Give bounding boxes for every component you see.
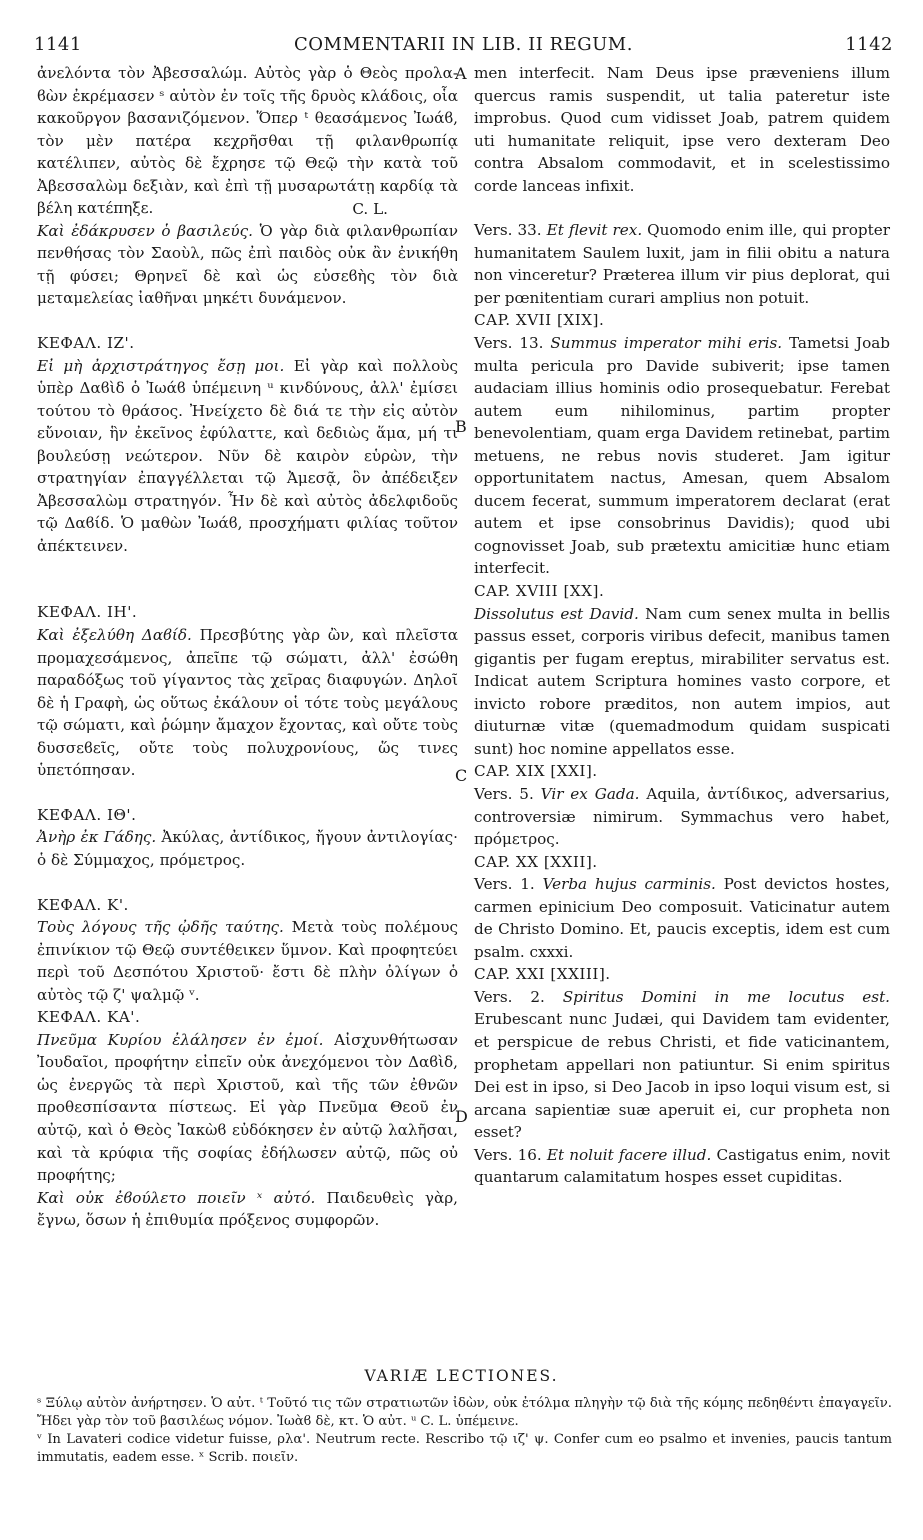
lemma: Et noluit facere illud. (546, 1145, 712, 1164)
lemma: Πνεῦμα Κυρίου ἐλάλησεν ἐν ἐμοί. (37, 1030, 324, 1049)
chapter-heading: CAP. XIX [XXI]. (474, 762, 598, 781)
lemma: Καὶ οὐκ ἐϐούλετο ποιεῖν ˣ αὐτό. (37, 1188, 316, 1207)
latin-paragraph: Vers. 2. Spiritus Domini in me locutus est. Erubescant nunc Judæi, qui Davidem tam evidenter, et perspicue de rebus Christi, et fide vaticinantem, prophetam appellari non patiuntur. Si enim spiritus Dei est in ipso, si Deo Jacob in ipso loqui visum est, si arcana sapientiæ suæ aperuit ei, cur propheta non esset? (474, 987, 891, 1142)
verse-ref: Vers. 2. (474, 987, 545, 1006)
lemma: Vir ex Gada. (540, 784, 640, 803)
lemma: Εἰ μὴ ἀρχιστράτηγος ἔσῃ μοι. (37, 356, 285, 375)
latin-paragraph: men interfecit. Nam Deus ipse præveniens illum quercus ramis suspendit, ut talia pateretur iste improbus. Quod cum vidisset Joab, patrem quidem uti humanitate reliquit, ipse vero dexteram Deo contra Absalom commodavit, et in scelestissimo corde lanceas infixit. (474, 64, 890, 195)
page-number-left: 1141 (34, 34, 82, 55)
margin-letter-c: C (455, 766, 468, 785)
lemma: Dissolutus est David. (474, 604, 639, 623)
greek-column (37, 62, 458, 1232)
page-number-right: 1142 (845, 34, 893, 55)
lemma: Ἀνὴρ ἐκ Γάδης. (37, 828, 157, 847)
footnote-line: ˢ Ξύλῳ αὐτὸν ἀνήρτησεν. Ὁ αὐτ. ᵗ Τοῦτό τις τῶν στρατιωτῶν ἰδὼν, οὐκ ἐτόλμα πληγὴν τῷ διὰ τῆς κόμης πεδηθέντι ἐπαγαγεῖν. Ἤδει γὰρ τὸν τοῦ βασιλέως νόμον. Ἰωὰϐ δὲ, κτ. Ὁ αὐτ. ᵘ C. L. ὑπέμεινε. (37, 1396, 892, 1429)
footnote-line: ᵛ In Lavateri codice videtur fuisse, ρλα'. Neutrum recte. Rescribo τῷ ιζ' ψ. Confer cum eo psalmo et invenies, paucis tantum immutatis, eadem esse. ˣ Scrib. ποιεῖν. (37, 1432, 892, 1465)
running-title: COMMENTARII IN LIB. II REGUM. (294, 34, 633, 55)
margin-letter-a: A (455, 64, 467, 83)
verse-ref: Vers. 5. (474, 784, 534, 803)
lemma: Καὶ ἐδάκρυσεν ὁ βασιλεύς. (37, 221, 253, 240)
latin-paragraph: Vers. 5. Vir ex Gada. Aquila, ἀντίδικος, adversarius, controversiæ nimirum. Symmachus vero habet, πρόμετρος. (474, 784, 890, 849)
chapter-heading: ΚΕΦΑΛ. Κ'. (37, 895, 129, 914)
verse-ref: Vers. 13. (474, 334, 544, 353)
verse-ref: Vers. 1. (474, 875, 535, 894)
lemma: Summus imperator mihi eris. (550, 334, 783, 353)
lemma: Spiritus Domini in me locutus est. (562, 987, 891, 1006)
latin-paragraph: Vers. 16. Et noluit facere illud. Castigatus enim, novit quantarum calamitatum hospes esset cupiditas. (474, 1145, 890, 1187)
chapter-heading: ΚΕΦΑΛ. ΙΗ'. (37, 603, 138, 622)
greek-paragraph: Ἀνὴρ ἐκ Γάδης. Ἀκύλας, ἀντίδικος, ἤγουν ἀντιλογίας· ὁ δὲ Σύμμαχος, πρόμετρος. (37, 828, 458, 869)
latin-paragraph: Vers. 1. Verba hujus carminis. Post devictos hostes, carmen epinicium Deo composuit. Vaticinatur autem de Christo Domino. Et, paucis exceptis, idem est cum psalm. cxxxi. (474, 875, 890, 961)
greek-paragraph: Καὶ οὐκ ἐϐούλετο ποιεῖν ˣ αὐτό. Παιδευθεὶς γὰρ, ἔγνω, ὅσων ἡ ἐπιθυμία πρόξενος συμφορῶν. (37, 1188, 458, 1230)
greek-paragraph: ἀνελόντα τὸν Ἀβεσσαλώμ. Αὐτὸς γὰρ ὁ Θεὸς προλα- ϐὼν ἐκρέμασεν ˢ αὐτὸν ἐν τοῖς τῆς δρυὸς κλάδοις, οἷα κακοῦργον βασανιζόμενον. Ὅπερ ᵗ θεασάμενος Ἰωάϐ, τὸν μὲν πατέρα κεχρῆσθαι τῇ φιλανθρωπίᾳ κατέλιπεν, αὐτὸς δὲ ἔχρησε τῷ Θεῷ τὴν κατὰ τοῦ Ἀβεσσαλὼμ δεξιὰν, καὶ ἐπὶ τῇ μυσαρωτάτῃ καρδίᾳ τὰ βέλη κατέπηξε. (37, 64, 458, 218)
variae-lectiones-title: VARIÆ LECTIONES. (364, 1367, 559, 1385)
lemma: Et flevit rex. (546, 221, 643, 240)
greek-paragraph: Πνεῦμα Κυρίου ἐλάλησεν ἐν ἐμοί. Αἰσχυνθήτωσαν Ἰουδαῖοι, προφήτην εἰπεῖν οὐκ ἀνεχόμενοι τὸν Δαϐὶδ, ὡς ἐνεργῶς τὰ περὶ Χριστοῦ, καὶ τῆς τῶν ἐθνῶν προθεσπίσαντα πίστεως. Εἰ γὰρ Πνεῦμα Θεοῦ ἐν αὐτῷ, καὶ ὁ Θεὸς Ἰακὼϐ εὐδόκησεν ἐν αὐτῷ λαλῆσαι, καὶ τὰ κρύφια τῆς σοφίας ἐδήλωσεν αὐτῷ, πῶς οὐ προφήτης; (37, 1030, 458, 1185)
latin-paragraph: Dissolutus est David. Nam cum senex multa in bellis passus esset, corporis viribus defecit, manibus tamen gigantis per fugam ereptus, mirabiliter servatus est. Indicat autem Scriptura homines vasto corpore, et invicto robore præditos, non autem impios, aut diuturnæ vitæ (quemadmodum quidam suspicati sunt) hoc nomine appellatos esse. (474, 604, 890, 758)
latin-paragraph: Vers. 33. Et flevit rex. Quomodo enim ille, qui propter humanitatem Saulem luxit, jam in filii obitu a natura non vinceretur? Præterea illum vir pius deplorat, qui per pœnitentiam curari amplius non potuit. (474, 221, 890, 307)
chapter-heading: CAP. XVIII [XX]. (474, 582, 605, 601)
latin-column (474, 62, 890, 1189)
greek-paragraph: Καὶ ἐδάκρυσεν ὁ βασιλεύς. Ὁ γὰρ διὰ φιλανθρωπίαν πενθήσας τὸν Σαοὺλ, πῶς ἐπὶ παιδὸς οὐκ ἂν ἐνικήθη τῇ φύσει; Θρηνεῖ δὲ καὶ ὡς εὐσεϐὴς τὸν διὰ μεταμελείας ἰαθῆναι μηκέτι δυνάμενον. (37, 221, 458, 308)
margin-letter-b: B (455, 417, 467, 436)
latin-paragraph: Vers. 13. Summus imperator mihi eris. Tametsi Joab multa pericula pro Davide subiverit; ipse tamen audaciam illius hominis odio prosequebatur. Ferebat autem eum nihilominus, partim propter benevolentiam, quam erga Davidem retinebat, partim metuens, ne rebus novis studeret. Jam igitur opportunitatem nactus, Amesan, quem Absalom ducem fecerat, summum imperatorem declarat (erat autem et ipse consobrinus Davidis); quod ubi cognovisset Joab, sub prætextu amicitiæ hunc etiam interfecit. (474, 334, 891, 578)
variae-lectiones-notes (37, 1395, 892, 1467)
chapter-heading: CAP. XVII [XIX]. (474, 311, 605, 330)
lemma: Verba hujus carminis. (542, 875, 716, 894)
greek-paragraph: Εἰ μὴ ἀρχιστράτηγος ἔσῃ μοι. Εἰ γὰρ καὶ πολλοὺς ὑπὲρ Δαϐὶδ ὁ Ἰωάϐ ὑπέμεινη ᵘ κινδύνους, ἀλλ' ἐμίσει τούτου τὸ θράσος. Ἠνείχετο δὲ διά τε τὴν εἰς αὐτὸν εὔνοιαν, ἣν ἐκεῖνος ἐφύλαττε, καὶ δεδιὼς ἅμα, μή τι βουλεύσῃ νεώτερον. Νῦν δὲ καιρὸν εὑρὼν, τὴν στρατηγίαν ἐπαγγέλλεται τῷ Ἀμεσᾷ, ὃν ἀπέδειξεν Ἀβεσσαλὼμ στρατηγόν. Ἦν δὲ καὶ αὐτὸς ἀδελφιδοῦς τῷ Δαϐίδ. Ὁ μαθὼν Ἰωάϐ, προσχήματι φιλίας τοῦτον ἀπέκτεινεν. (37, 356, 458, 555)
chapter-heading: ΚΕΦΑΛ. ΚΑ'. (37, 1008, 141, 1027)
chapter-heading: CAP. XX [XXII]. (474, 852, 598, 871)
chapter-heading: CAP. XXI [XXIII]. (474, 965, 611, 984)
verse-ref: Vers. 33. (474, 221, 542, 240)
verse-ref: Vers. 16. (474, 1145, 542, 1164)
lemma: Καὶ ἐξελύθη Δαϐίδ. (37, 626, 192, 645)
greek-paragraph: Καὶ ἐξελύθη Δαϐίδ. Πρεσβύτης γὰρ ὢν, καὶ πλεῖστα προμαχεσάμενος, ἀπεῖπε τῷ σώματι, ἀλλ' ἐσώθη παραδόξως τοῦ γίγαντος τὰς χεῖρας διαφυγών. Δηλοῖ δὲ ἡ Γραφὴ, ὡς οὕτως ἐκάλουν οἱ τότε τοὺς μεγάλους τῷ σώματι, καὶ ῥώμην ἄμαχον ἔχοντας, καὶ οὔτε τοὺς δυσσεϐεῖς, οὔτε τοὺς πολυχρονίους, ὥς τινες ὑπετόπησαν. (37, 626, 458, 780)
chapter-heading: ΚΕΦΑΛ. ΙΘ'. (37, 805, 137, 824)
lemma: Τοὺς λόγους τῆς ᾠδῆς ταύτης. (37, 918, 284, 937)
chapter-heading: ΚΕΦΑΛ. ΙΖ'. (37, 334, 135, 353)
margin-letter-d: D (455, 1107, 468, 1126)
signature: C. L. (352, 199, 388, 218)
greek-paragraph: Τοὺς λόγους τῆς ᾠδῆς ταύτης. Μετὰ τοὺς πολέμους ἐπινίκιον τῷ Θεῷ συντέθεικεν ὕμνον. Καὶ προφητεύει περὶ τοῦ Δεσπότου Χριστοῦ· ἔστι δὲ πλὴν ὀλίγων ὁ αὐτὸς τῷ ζ' ψαλμῷ ᵛ. (37, 918, 458, 1004)
running-header (34, 34, 893, 60)
